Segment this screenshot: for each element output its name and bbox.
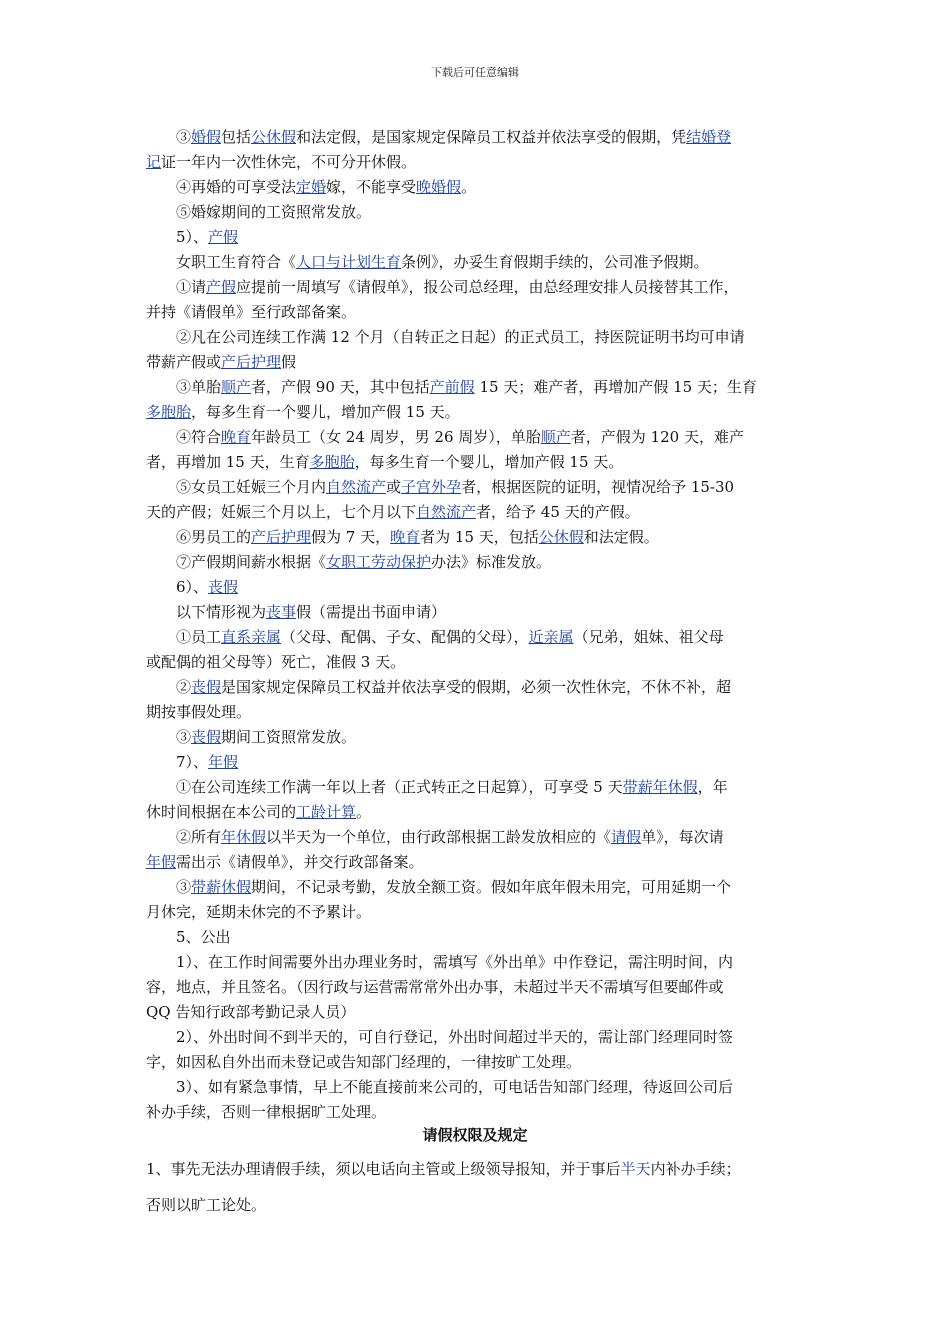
text-run: ④再婚的可享受法: [176, 178, 297, 196]
term-link[interactable]: 结婚登: [686, 128, 732, 146]
paragraph-line: [146, 1194, 266, 1216]
text-run: ⑤女员工妊娠三个月内: [176, 478, 327, 496]
text-run: 者为 15 天，包括: [420, 528, 539, 546]
text-run: 或: [386, 478, 402, 496]
text-run: ，每多生育一个婴儿，增加产假 15 天。: [354, 453, 624, 471]
text-run: QQ 告知行政部考勤记录人员）: [146, 1003, 356, 1021]
term-link[interactable]: 子宫外孕: [401, 478, 462, 496]
text-run: 期间，不记录考勤，发放全额工资。假如年底年假未用完，可用延期一个: [251, 878, 732, 896]
text-run: 期按事假处理。: [146, 703, 252, 721]
term-link[interactable]: 工龄计算: [296, 803, 357, 821]
term-link[interactable]: 带薪年休假: [622, 778, 698, 796]
paragraph-line: [176, 276, 739, 298]
term-link[interactable]: 产假: [208, 228, 239, 246]
term-link[interactable]: 带薪休假: [191, 878, 252, 896]
paragraph-line: [146, 1158, 741, 1180]
term-link[interactable]: 请假: [611, 828, 642, 846]
text-run: 容，地点，并且签名。（因行政与运营需常常外出办事，未超过半天不需填写但要邮件或: [146, 978, 724, 996]
term-link[interactable]: 年休假: [221, 828, 267, 846]
text-run: ③单胎: [176, 378, 222, 396]
text-run: 天的产假；妊娠三个月以上，七个月以下: [146, 503, 417, 521]
paragraph-line: [146, 401, 460, 423]
paragraph-line: [146, 301, 356, 323]
text-run: 休时间根据在本公司的: [146, 803, 297, 821]
text-run: 字，如因私自外出而未登记或告知部门经理的，一律按旷工处理。: [146, 1053, 582, 1071]
paragraph-line: [146, 851, 424, 873]
paragraph-line: [146, 501, 640, 523]
text-run: 应提前一周填写《请假单》，报公司总经理，由总经理安排人员接替其工作，: [236, 278, 739, 296]
text-run: 补办手续，否则一律根据旷工处理。: [146, 1103, 387, 1121]
text-run: 是国家规定保障员工权益并依法享受的假期，必须一次性休完，不休不补，超: [221, 678, 732, 696]
text-run: 5）、: [176, 228, 209, 246]
text-run: ③: [176, 128, 192, 146]
text-run: 嫁，不能享受: [326, 178, 417, 196]
paragraph-line: [176, 526, 659, 548]
highlighted-text: 半天: [620, 1160, 651, 1178]
term-link[interactable]: 顺产: [540, 428, 571, 446]
term-link[interactable]: 自然流产: [416, 503, 477, 521]
text-run: 以下情形视为: [176, 603, 267, 621]
paragraph-line: [176, 1026, 733, 1048]
text-run: 女职工生育符合《: [176, 253, 297, 271]
paragraph-line: [176, 876, 731, 898]
text-run: 并持《请假单》至行政部备案。: [146, 303, 357, 321]
paragraph-line: [176, 626, 724, 648]
paragraph-line: [146, 901, 371, 923]
term-link[interactable]: 丧假: [208, 578, 239, 596]
text-run: ⑥男员工的: [176, 528, 252, 546]
term-link[interactable]: 产假: [206, 278, 237, 296]
text-run: ，年: [697, 778, 728, 796]
paragraph-line: [146, 451, 623, 473]
text-run: ⑤婚嫁期间的工资照常发放。: [176, 203, 372, 221]
text-run: ②凡在公司连续工作满 12 个月（自转正之日起）的正式员工，持医院证明书均可申请: [176, 328, 745, 346]
text-run: 者，产假 90 天，其中包括: [251, 378, 430, 396]
term-link[interactable]: 多胞胎: [146, 403, 192, 421]
text-run: ②: [176, 678, 192, 696]
text-run: ，每多生育一个婴儿，增加产假 15 天。: [191, 403, 460, 421]
text-run: 证一年内一次性休完，不可分开休假。: [161, 153, 417, 171]
text-run: 假（需提出书面申请）: [296, 603, 447, 621]
paragraph-line: [146, 1051, 581, 1073]
text-run: 月休完，延期未休完的不予累计。: [146, 903, 372, 921]
term-link[interactable]: 产前假: [429, 378, 475, 396]
paragraph-line: [176, 551, 551, 573]
term-link[interactable]: 公休假: [251, 128, 297, 146]
term-link[interactable]: 近亲属: [528, 628, 574, 646]
text-run: 包括: [221, 128, 252, 146]
text-run: ①员工: [176, 628, 222, 646]
paragraph-line: [146, 1101, 386, 1123]
text-run: ③: [176, 878, 192, 896]
text-run: 2）、外出时间不到半天的，可自行登记，外出时间超过半天的，需让部门经理同时签: [176, 1028, 734, 1046]
paragraph-line: [176, 826, 724, 848]
term-link[interactable]: 年假: [208, 753, 239, 771]
text-run: 假: [281, 353, 297, 371]
paragraph-line: [176, 326, 745, 348]
term-link[interactable]: 产后护理: [221, 353, 282, 371]
term-link[interactable]: 人口与计划生育: [296, 253, 402, 271]
term-link[interactable]: 产后护理: [251, 528, 312, 546]
text-run: 3）、如有紧急事情，早上不能直接前来公司的，可电话告知部门经理，待返回公司后: [176, 1078, 734, 1096]
term-link[interactable]: 女职工劳动保护: [326, 553, 432, 571]
paragraph-line: [146, 701, 251, 723]
text-run: 者，再增加 15 天，生育: [146, 453, 310, 471]
paragraph-line: [176, 251, 709, 273]
term-link[interactable]: 顺产: [221, 378, 252, 396]
paragraph-line: [176, 601, 446, 623]
term-link[interactable]: 公休假: [538, 528, 584, 546]
text-run: ④符合: [176, 428, 222, 446]
text-run: 否则以旷工论处。: [146, 1196, 267, 1214]
term-link[interactable]: 年假: [146, 853, 177, 871]
paragraph-line: [176, 1076, 733, 1098]
paragraph-line: [176, 751, 238, 773]
text-run: 内补办手续；: [650, 1160, 741, 1178]
text-run: 5、公出: [176, 928, 231, 946]
term-link[interactable]: 晚育: [221, 428, 252, 446]
paragraph-line: [176, 126, 731, 148]
text-run: 者，给予 45 天的产假。: [476, 503, 640, 521]
text-run: 1、事先无法办理请假手续，须以电话向主管或上级领导报知，并于事后: [146, 1160, 621, 1178]
text-run: 办法》标准发放。: [431, 553, 552, 571]
text-run: 以半天为一个单位，由行政部根据工龄发放相应的《: [266, 828, 612, 846]
text-run: 假为 7 天，: [311, 528, 391, 546]
paragraph-line: [176, 726, 356, 748]
text-run: 7）、: [176, 753, 209, 771]
paragraph-line: [176, 176, 476, 198]
term-link[interactable]: 婚假: [191, 128, 222, 146]
text-run: 者，产假为 120 天，难产: [570, 428, 744, 446]
text-run: 期间工资照常发放。: [221, 728, 357, 746]
text-run: ⑦产假期间薪水根据《: [176, 553, 327, 571]
term-link[interactable]: 直系亲属: [221, 628, 282, 646]
term-link[interactable]: 晚婚假: [416, 178, 462, 196]
text-run: 者，根据医院的证明，视情况给予 15-30: [461, 478, 735, 496]
paragraph-line: [146, 651, 405, 673]
text-run: （兄弟，姐妹、祖父母: [573, 628, 724, 646]
text-run: （父母、配偶、子女、配偶的父母），: [281, 628, 529, 646]
paragraph-line: [176, 676, 731, 698]
text-run: 6）、: [176, 578, 209, 596]
term-link[interactable]: 定婚: [296, 178, 327, 196]
paragraph-line: [176, 926, 231, 948]
paragraph-line: [176, 776, 728, 798]
text-run: ①在公司连续工作满一年以上者（正式转正之日起算），可享受 5 天: [176, 778, 623, 796]
page-header: 下载后可任意编辑: [431, 66, 519, 79]
text-run: 。: [461, 178, 477, 196]
paragraph-line: [176, 951, 733, 973]
text-run: 。: [356, 803, 372, 821]
term-link[interactable]: 晚育: [390, 528, 421, 546]
text-run: 条例》，办妥生育假期手续的，公司准予假期。: [401, 253, 709, 271]
text-run: 15 天；难产者，再增加产假 15 天；生育: [474, 378, 757, 396]
paragraph-line: [176, 226, 238, 248]
text-run: 需出示《请假单》，并交行政部备案。: [176, 853, 424, 871]
paragraph-line: [176, 376, 757, 398]
section-title: 请假权限及规定: [422, 1126, 528, 1144]
term-link[interactable]: 自然流产: [326, 478, 387, 496]
term-link[interactable]: 记: [146, 153, 162, 171]
paragraph-line: [176, 201, 371, 223]
text-run: ②所有: [176, 828, 222, 846]
text-run: ①请: [176, 278, 207, 296]
term-link[interactable]: 丧假: [191, 728, 222, 746]
text-run: 或配偶的祖父母等）死亡，准假 3 天。: [146, 653, 406, 671]
text-run: 单》，每次请: [641, 828, 724, 846]
text-run: 年龄员工（女 24 周岁，男 26 周岁），单胎: [251, 428, 541, 446]
paragraph-line: [146, 976, 724, 998]
paragraph-line: [146, 1001, 355, 1023]
text-run: 1）、在工作时间需要外出办理业务时，需填写《外出单》中作登记，需注明时间，内: [176, 953, 734, 971]
text-run: 带薪产假或: [146, 353, 222, 371]
term-link[interactable]: 多胞胎: [309, 453, 355, 471]
paragraph-line: [176, 426, 744, 448]
paragraph-line: [176, 476, 734, 498]
paragraph-line: [146, 801, 371, 823]
text-run: 和法定假，是国家规定保障员工权益并依法享受的假期，凭: [296, 128, 687, 146]
text-run: ③: [176, 728, 192, 746]
text-run: 和法定假。: [583, 528, 659, 546]
paragraph-line: [176, 576, 238, 598]
term-link[interactable]: 丧假: [191, 678, 222, 696]
paragraph-line: [146, 151, 416, 173]
term-link[interactable]: 丧事: [266, 603, 297, 621]
paragraph-line: [146, 351, 296, 373]
